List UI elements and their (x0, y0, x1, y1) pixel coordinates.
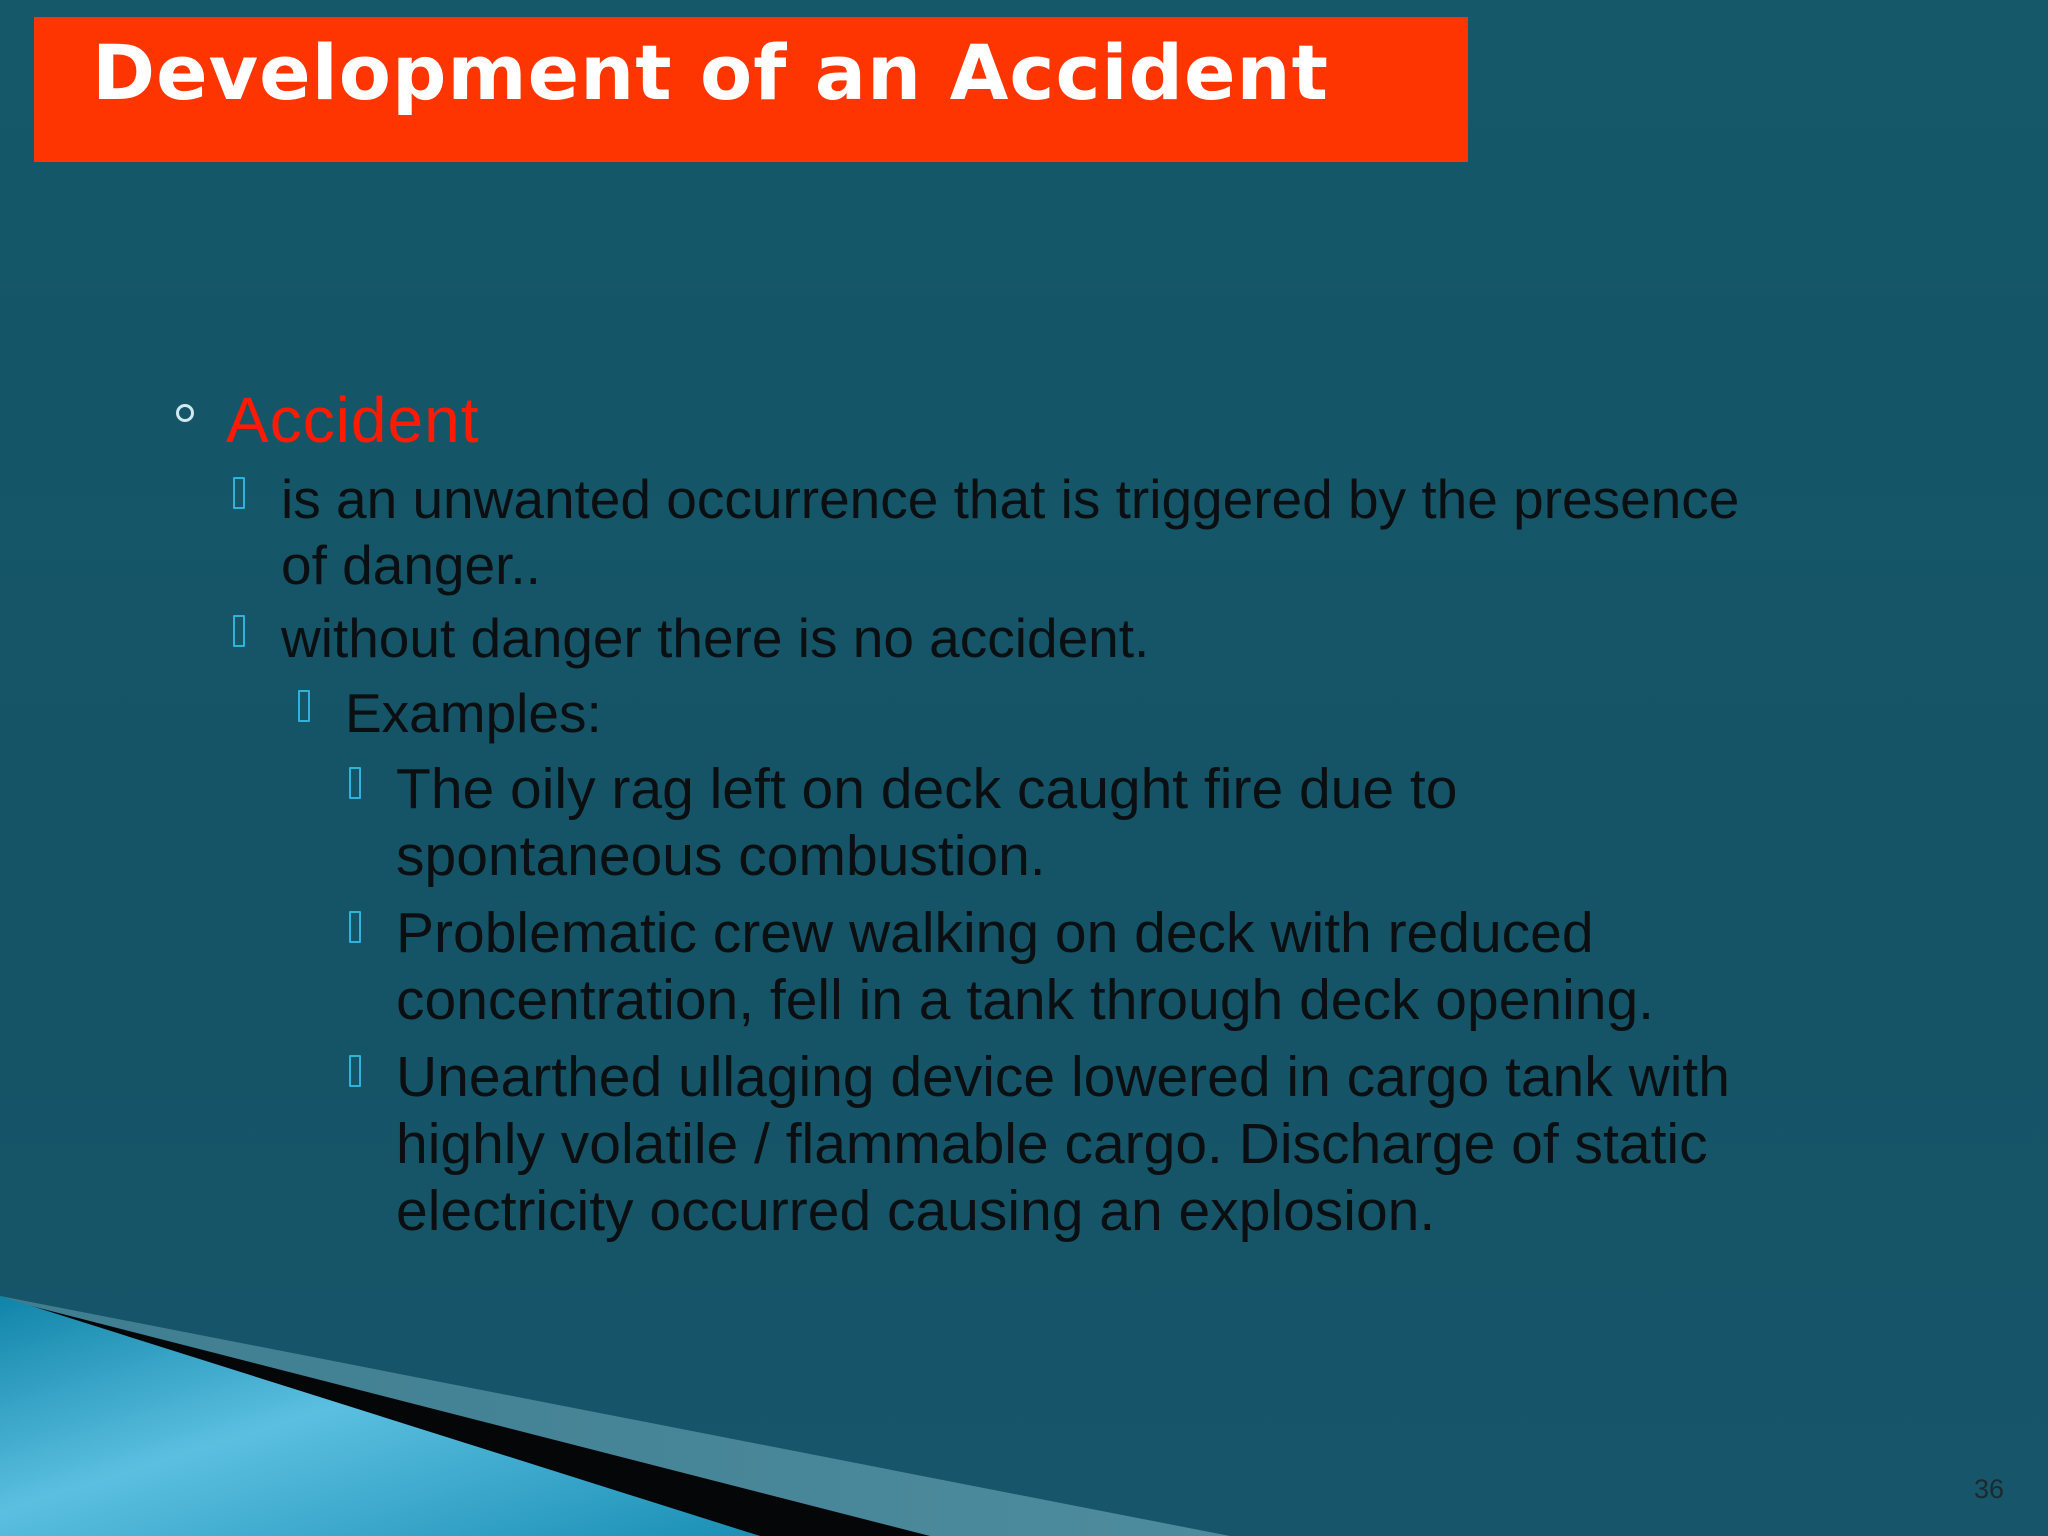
example-1-line-2: spontaneous combustion. (396, 824, 1046, 888)
example-3-line-2: highly volatile / flammable cargo. Discharge of static (396, 1112, 1708, 1176)
square-bullet-icon (349, 1055, 361, 1087)
definition-line-1: is an unwanted occurrence that is triggered by the presence (281, 468, 1740, 530)
example-2-line-1: Problematic crew walking on deck with reduced (396, 901, 1594, 965)
hollow-circle-bullet-icon (176, 404, 194, 422)
square-bullet-icon (349, 767, 361, 799)
square-bullet-icon (233, 615, 245, 647)
no-danger-line: without danger there is no accident. (281, 607, 1150, 669)
page-number: 36 (1973, 1474, 2004, 1504)
square-bullet-icon (349, 911, 361, 943)
slide-title: Development of an Accident (92, 28, 1329, 117)
examples-label: Examples: (345, 682, 602, 744)
section-heading: Accident (226, 384, 480, 456)
square-bullet-icon (233, 477, 245, 509)
example-3-line-3: electricity occurred causing an explosion. (396, 1179, 1436, 1243)
example-2-line-2: concentration, fell in a tank through deck opening. (396, 968, 1655, 1032)
square-bullet-icon (298, 690, 310, 722)
example-1-line-1: The oily rag left on deck caught fire due to (396, 757, 1458, 821)
definition-line-2: of danger.. (281, 534, 541, 596)
example-3-line-1: Unearthed ullaging device lowered in cargo tank with (396, 1045, 1730, 1109)
